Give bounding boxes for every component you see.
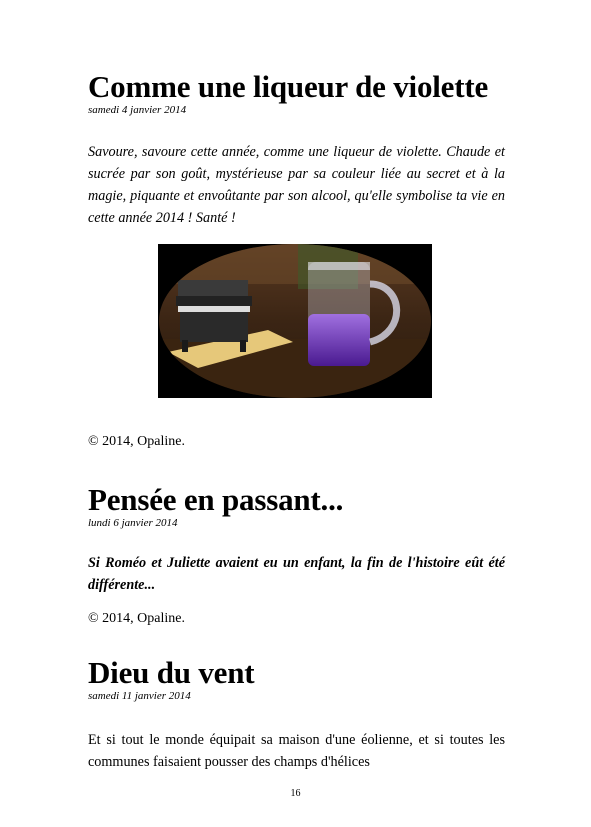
post-date: lundi 6 janvier 2014 [88, 517, 178, 530]
post-2-footer [88, 611, 505, 627]
post-body: Savoure, savoure cette année, comme une liqueur de violette. Chaude et sucrée par son goût, mystérieuse par sa couleur liée au secret et à la magie, piquante et envoûtante par son alcool, qu'elle symbolise ta vie en cette année 2014 ! Santé ! [88, 144, 505, 226]
post-1-footer [88, 434, 505, 450]
copyright: © 2014, Opaline. [88, 434, 185, 449]
post-date: samedi 4 janvier 2014 [88, 104, 187, 117]
post-3-body-block [88, 729, 505, 773]
post-title: Comme une liqueur de violette [88, 69, 489, 104]
post-title: Pensée en passant... [88, 482, 344, 517]
post-body: Et si tout le monde équipait sa maison d'une éolienne, et si toutes les communes faisaient pousser des champs d'hélices [88, 732, 505, 770]
post-image [158, 244, 432, 398]
post-title: Dieu du vent [88, 655, 255, 690]
post-2 [88, 483, 505, 529]
post-2-body-block [88, 552, 505, 596]
post-1 [88, 70, 505, 116]
copyright: © 2014, Opaline. [88, 611, 185, 626]
post-3 [88, 656, 505, 702]
page-number: 16 [290, 788, 301, 799]
post-date: samedi 11 janvier 2014 [88, 690, 191, 703]
post-1-body-block [88, 141, 505, 229]
post-body: Si Roméo et Juliette avaient eu un enfant, la fin de l'histoire eût été différente... [88, 555, 505, 593]
